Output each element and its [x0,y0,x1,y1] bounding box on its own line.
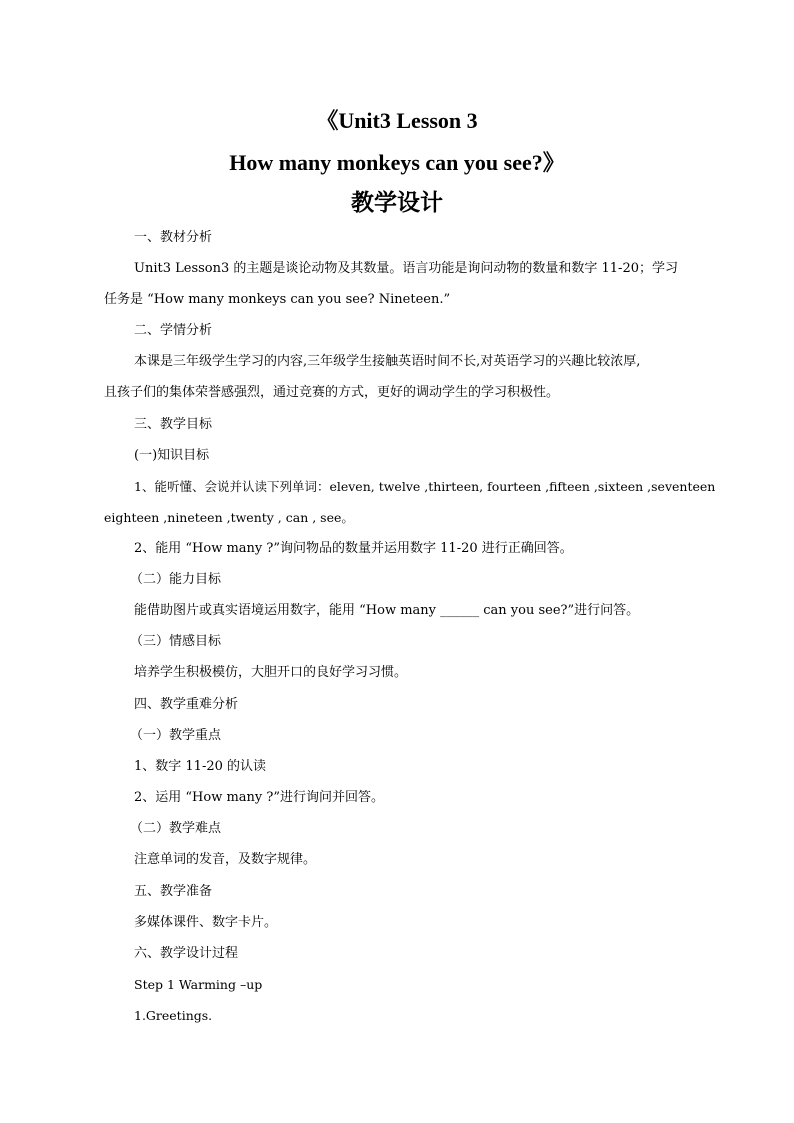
section-heading-teaching-objectives: 三、教学目标 [134,417,213,432]
paragraph-line: 2、运用 “How many ?”进行询问并回答。 [134,790,385,805]
subheading-key-points: （一）教学重点 [130,728,222,743]
subheading-ability-objectives: （二）能力目标 [130,572,222,587]
paragraph-line: 多媒体课件、数字卡片。 [134,915,278,930]
section-heading-textbook-analysis: 一、教材分析 [134,230,213,245]
paragraph-line: eighteen ,nineteen ,twenty , can , see。 [104,510,354,525]
paragraph-line: 且孩子们的集体荣誉感强烈，通过竞赛的方式，更好的调动学生的学习积极性。 [104,385,560,400]
paragraph-line: 本课是三年级学生学习的内容,三年级学生接触英语时间不长,对英语学习的兴趣比较浓厚, [134,354,641,369]
subheading-difficult-points: （二）教学难点 [130,821,222,836]
paragraph-line: 培养学生积极模仿，大胆开口的良好学习习惯。 [134,665,408,680]
section-heading-teaching-preparation: 五、教学准备 [134,884,213,899]
document-title-line-2: How many monkeys can you see?》 [229,150,565,175]
paragraph-line: 1.Greetings. [134,1008,213,1023]
paragraph-line: 任务是 “How many monkeys can you see? Nineteen.” [104,292,451,307]
paragraph-line: 能借助图片或真实语境运用数字，能用 “How many ______ can you see?”进行问答。 [134,603,640,618]
paragraph-line: Unit3 Lesson3 的主题是谈论动物及其数量。语言功能是询问动物的数量和数字 11-20；学习 [134,261,678,276]
document-title-line-1: 《Unit3 Lesson 3 [316,108,478,133]
paragraph-line: 2、能用 “How many ?”询问物品的数量并运用数字 11-20 进行正确回答。 [134,541,573,556]
step-heading: Step 1 Warming –up [134,977,263,992]
subheading-emotional-objectives: （三）情感目标 [130,634,222,649]
paragraph-line: 1、数字 11-20 的认读 [134,759,267,774]
document-title-line-3: 教学设计 [351,190,443,216]
section-heading-key-difficult-points: 四、教学重难分析 [134,697,239,712]
paragraph-line: 1、能听懂、会说并认读下列单词：eleven, twelve ,thirteen, fourteen ,fifteen ,sixteen ,seventeen [134,479,716,494]
paragraph-line: 注意单词的发音，及数字规律。 [134,852,317,867]
section-heading-student-analysis: 二、学情分析 [134,323,213,338]
section-heading-teaching-process: 六、教学设计过程 [134,946,239,961]
subheading-knowledge-objectives: (一)知识目标 [134,448,210,463]
